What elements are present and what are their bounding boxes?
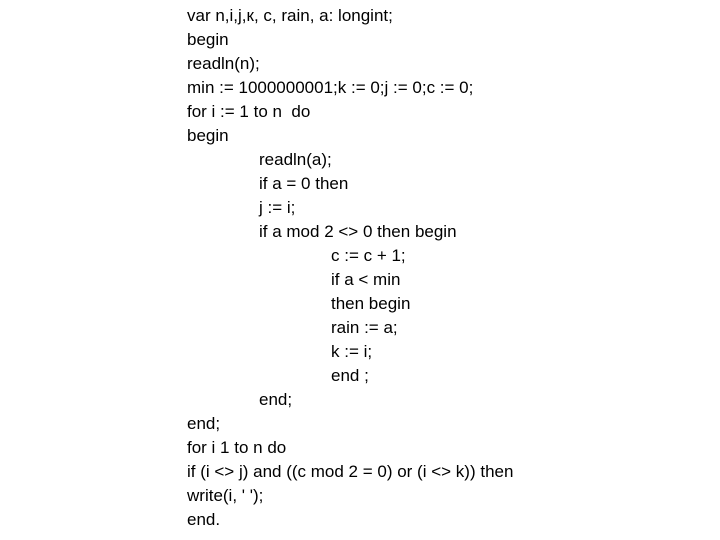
code-line-12: if a < min (331, 270, 401, 289)
code-line-4: min := 1000000001;k := 0;j := 0;c := 0; (187, 78, 474, 97)
code-line-20: if (i <> j) and ((c mod 2 = 0) or (i <> k)) then (187, 462, 514, 481)
code-line-3: readln(n); (187, 54, 260, 73)
code-line-21: write(i, ' '); (187, 486, 264, 505)
code-line-2: begin (187, 30, 229, 49)
code-line-6: begin (187, 126, 229, 145)
code-line-9: j := i; (259, 198, 296, 217)
code-line-10: if a mod 2 <> 0 then begin (259, 222, 457, 241)
code-line-15: k := i; (331, 342, 373, 361)
code-line-7: readln(a); (259, 150, 332, 169)
code-line-5: for i := 1 to n do (187, 102, 311, 121)
code-line-8: if a = 0 then (259, 174, 349, 193)
code-listing (187, 4, 707, 532)
code-line-17: end; (259, 390, 293, 409)
code-line-13: then begin (331, 294, 411, 313)
code-line-18: end; (187, 414, 221, 433)
code-line-1: var n,i,j,к, c, rain, a: longint; (187, 6, 393, 25)
code-line-16: end ; (331, 366, 369, 385)
code-line-19: for i 1 to n do (187, 438, 287, 457)
code-line-22: end. (187, 510, 221, 529)
code-line-14: rain := a; (331, 318, 398, 337)
code-line-11: c := c + 1; (331, 246, 406, 265)
